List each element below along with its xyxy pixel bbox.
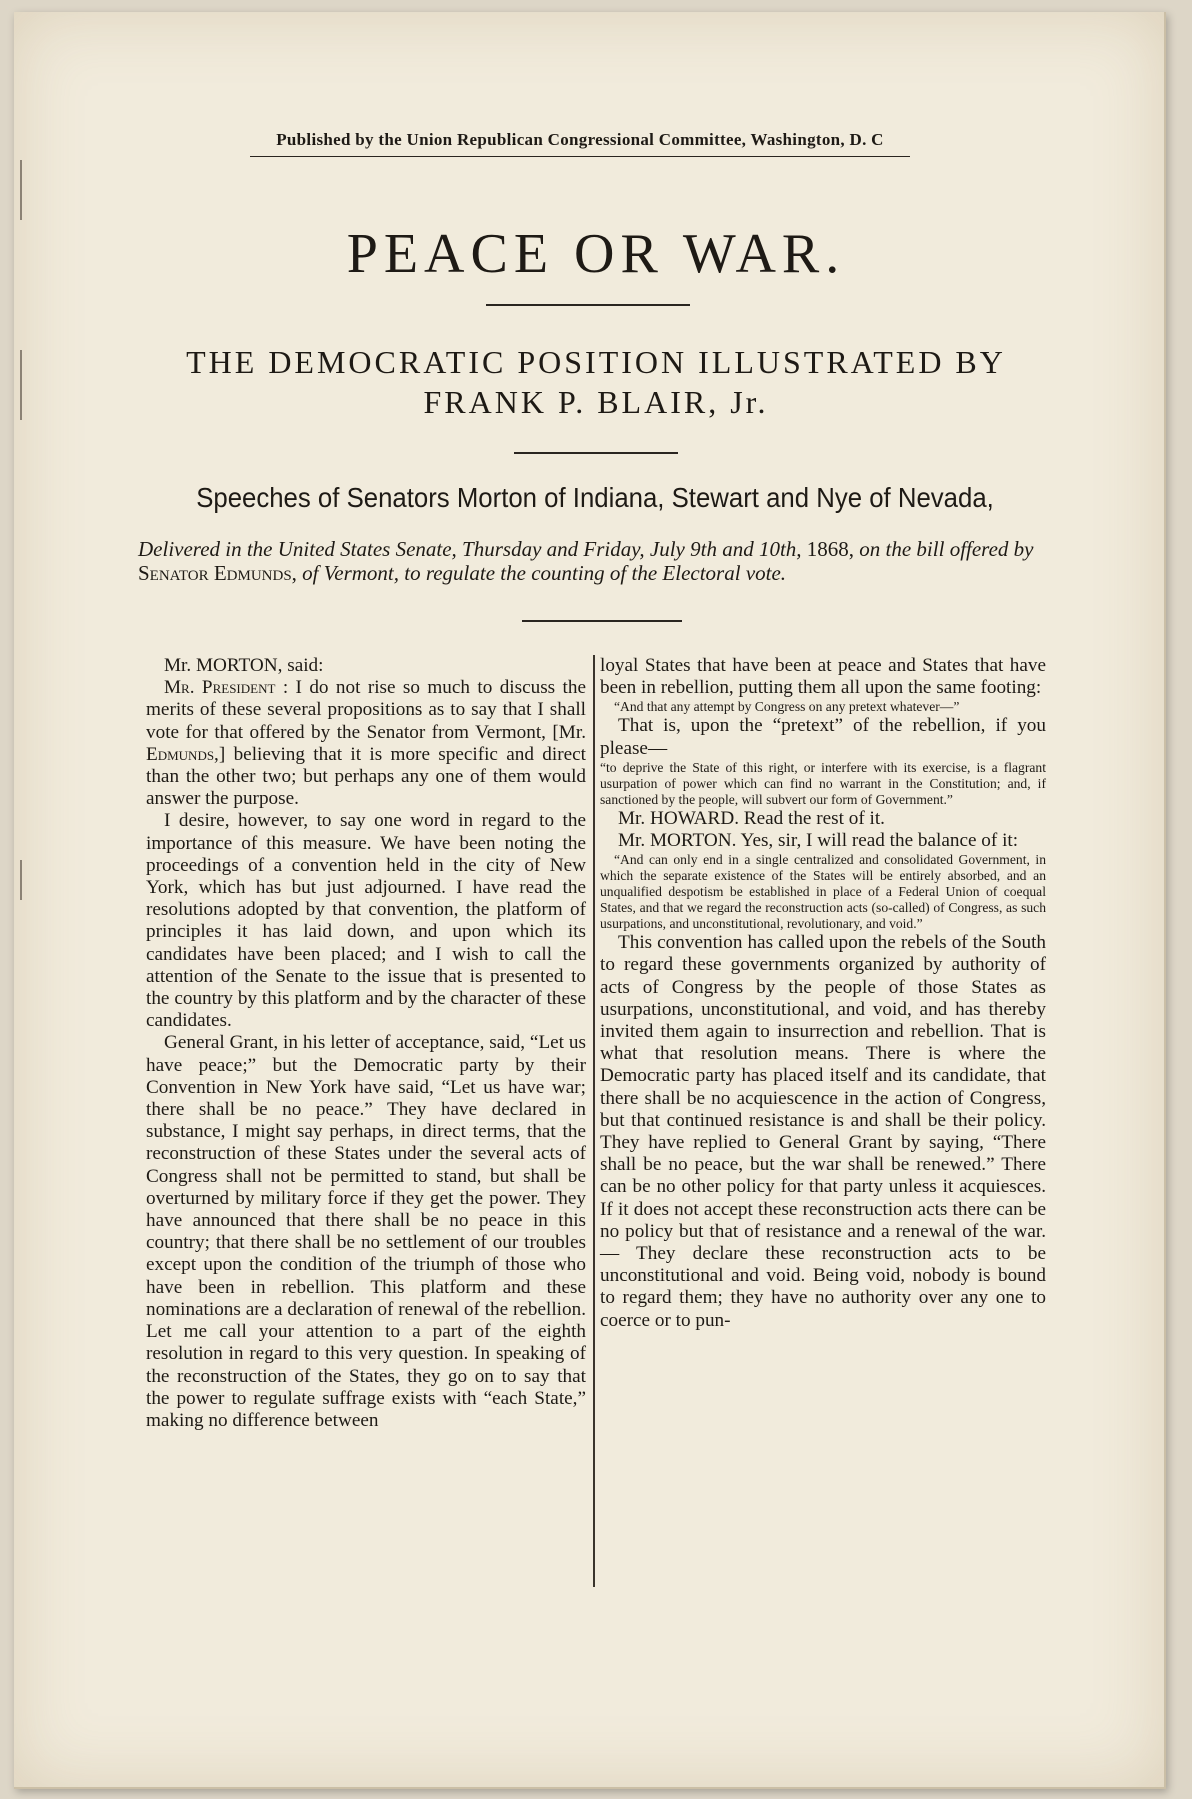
senator-name: Senator Edmunds, xyxy=(138,561,297,585)
subtitle-line-2: FRANK P. BLAIR, Jr. xyxy=(423,384,769,420)
margin-mark xyxy=(20,160,22,220)
senator-name: Edmunds,] xyxy=(146,743,226,765)
paragraph: That is, upon the “pretext” of the rebellion, if you please— xyxy=(600,715,1046,759)
address-prefix: Mr. President : xyxy=(164,677,289,699)
paragraph: This convention has called upon the rebels of the South to regard these governments organized by authority of acts of Congress by the people of those States as usurpations, unconstitutional, and void, and has thereby invited them again to insurrection and rebellion. That is what that resolution means. There is where the Democratic party has placed itself and its candidate, that there shall be no acquiescence in the action of Congress, but that continued resistance is and shall be their policy. They have replied to General Grant by saying, “There shall be no peace, but the war shall be renewed.” There can be no other policy for that party unless it acquiesces. If it does not accept these reconstruction acts there can be no policy but that of resistance and a renewal of the war.— They declare these reconstruction acts to be unconstitutional and void. Being void, nobody is bound to regard them; they have no authority over any one to coerce or to pun- xyxy=(600,932,1046,1331)
quotation: “And can only end in a single centralized and consolidated Government, in which the separate existence of the States will be entirely absorbed, and an unqualified despotism be established in place of a Federal Union of coequal States, and that we regard the reconstruction acts (so-called) of Congress, as such usurpations, and unconstitutional, revolutionary, and void.” xyxy=(600,852,1046,932)
delivery-note-part1: Delivered in the United States Senate, Thursday and Friday, July 9th and 10th, xyxy=(138,537,802,561)
paragraph: Mr. HOWARD. Read the rest of it. xyxy=(618,807,885,829)
delivery-year: 1868, xyxy=(801,537,855,561)
quotation: “to deprive the State of this right, or interfere with its exercise, is a flagrant usurpation of power which can find no warrant in the Constitution; and, if sanctioned by the people, will subvert our form of Government.” xyxy=(600,759,1046,807)
quotation: “And that any attempt by Congress on any pretext whatever—” xyxy=(614,699,960,715)
page-title: PEACE OR WAR. xyxy=(346,223,846,285)
speeches-heading: Speeches of Senators Morton of Indiana, Stewart and Nye of Nevada, xyxy=(196,482,994,513)
paragraph: General Grant, in his letter of acceptance, said, “Let us have peace;” but the Democratic party by their Convention in New York have said, “Let us have war; there shall be no peace.” They have declared in substance, I might say perhaps, in direct terms, that the reconstruction of these States under the several acts of Congress shall not be permitted to stand, but shall be overturned by military force if they get the power. They have announced that there shall be no peace in this country; that there shall be no settlement of our troubles except upon the condition of the triumph of those who have been in rebellion. This platform and these nominations are a declaration of renewal of the rebellion. Let me call your attention to a part of the eighth resolution in regard to this very question. In speaking of the reconstruction of the States, they go on to say that the power to regulate suffrage exists with “each State,” making no difference between xyxy=(146,1032,586,1431)
section-rule xyxy=(522,620,682,622)
delivery-note-part2: on the bill offered by xyxy=(854,537,1034,561)
subtitle-rule xyxy=(514,452,678,454)
title-rule xyxy=(486,304,690,306)
paragraph-text: I do not rise so much to discuss the merits of these several propositions as to say that I shall vote for that offered by the Senator from Vermont, [Mr. xyxy=(146,677,586,743)
publisher-imprint: Published by the Union Republican Congressional Committee, Washington, D. C xyxy=(250,130,910,157)
paragraph-text: believing that it is more specific and direct than the other two; but perhaps any one of them would answer the purpose. xyxy=(146,743,586,810)
paragraph: Mr. MORTON. Yes, sir, I will read the balance of it: xyxy=(618,830,1019,852)
delivery-note xyxy=(138,537,1053,585)
paragraph: loyal States that have been at peace and States that have been in rebellion, putting them all upon the same footing: xyxy=(600,655,1046,699)
subtitle xyxy=(120,342,1072,422)
right-column xyxy=(600,655,1046,1332)
margin-mark xyxy=(20,350,22,420)
paragraph: I desire, however, to say one word in regard to the importance of this measure. We have been noting the proceedings of a convention held in the city of New York, which has but just adjourned. I have read the resolutions adopted by that convention, the platform of principles it has laid down, and upon which its candidates have been placed; and I wish to call the attention of the Senate to the issue that is presented to the country by this platform and by the character of these candidates. xyxy=(146,810,586,1032)
paragraph xyxy=(146,677,586,810)
column-divider xyxy=(593,655,595,1587)
margin-mark xyxy=(20,860,22,900)
speaker-line: Mr. MORTON, said: xyxy=(164,655,324,676)
delivery-note-part3: of Vermont, to regulate the counting of the Electoral vote. xyxy=(296,561,787,585)
subtitle-line-1: THE DEMOCRATIC POSITION ILLUSTRATED BY xyxy=(186,344,1006,380)
left-column xyxy=(146,655,586,1432)
